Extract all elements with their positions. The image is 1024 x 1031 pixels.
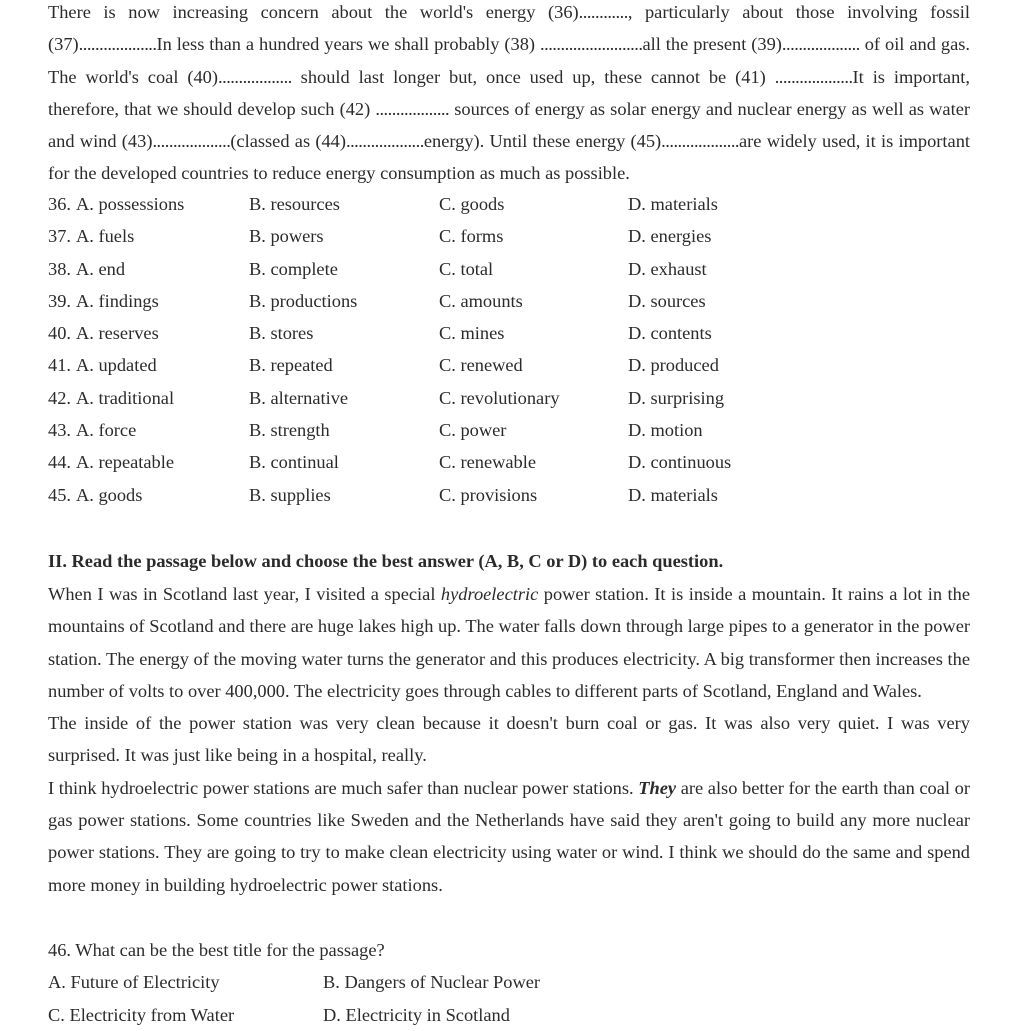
option-d: D. materials [628,484,718,505]
option-c: C. total [439,258,494,279]
option-a: A. fuels [76,226,135,247]
question-number: 43. [48,420,71,441]
question-number: 45. [48,484,71,505]
blank-40: .................. [218,66,292,87]
cloze-paragraph [48,0,970,190]
cloze-text: There is now increasing concern about the world's energy (36) [48,2,579,22]
option-b: B. repeated [249,355,333,376]
reading-paragraph-3 [48,772,970,901]
cloze-text: , particularly about those involving fossil (37) [48,2,970,55]
question-number: 38. [48,258,71,279]
reading-paragraph-1 [48,578,970,707]
option-c: C. goods [439,194,505,214]
option-a: A. updated [76,355,157,376]
blank-44: ................... [345,131,424,152]
option-c: C. provisions [439,484,538,505]
option-c: C. forms [439,226,504,247]
option-row [48,479,970,511]
question-number: 41. [48,355,71,376]
blank-39: ................... [781,34,860,55]
question-number: 40. [48,323,71,344]
reading-passage [48,578,970,901]
option-b: B. strength [249,420,330,441]
answer-options-table [48,188,970,511]
option-d: D. motion [628,420,703,441]
question-number: 44. [48,452,71,473]
option-c: C. renewed [439,355,523,376]
option-c: C. amounts [439,290,523,311]
option-d: D. materials [628,194,718,214]
option-row [48,317,970,349]
option-d: D. energies [628,226,712,247]
question-number: 36. [48,194,71,214]
option-a: A. findings [76,290,159,311]
option-row [48,253,970,285]
bold-italic-term: They [638,777,677,798]
option-d: D. contents [628,323,712,344]
cloze-text: all the present (39) [642,34,782,55]
answer-a: A. Future of Electricity [48,972,220,993]
paragraph-text: I think hydroelectric power stations are much safer than nuclear power stations. [48,777,639,798]
reading-paragraph-2: The inside of the power station was very clean because it doesn't burn coal or gas. It was also very quiet. I was very surprised. It was just like being in a hospital, really. [48,713,970,766]
cloze-text: energy). Until these energy (45) [423,131,662,152]
option-c: C. renewable [439,452,537,473]
option-row [48,285,970,317]
option-b: B. continual [249,452,339,473]
answer-d: D. Electricity in Scotland [323,1004,510,1025]
option-a: A. reserves [76,323,159,344]
cloze-passage [48,0,970,190]
paragraph-text: are also better for the earth than coal or gas power stations. Some countries like Sweden and the Netherlands have said they aren't going to build any more nuclear power stations. They are going to try to make clean electricity using water or wind. I think we should do the same and spend more money in building hydroelectric power stations. [48,777,970,895]
section-heading: II. Read the passage below and choose the best answer (A, B, C or D) to each question. [48,551,724,571]
answer-c: C. Electricity from Water [48,1004,235,1025]
paragraph-text: power station. It is inside a mountain. It rains a lot in the mountains of Scotland and there are huge lakes high up. The water falls down through large pipes to a generator in the power station. The energy of the moving water turns the generator and this produces electricity. A big transformer then increases the number of volts to over 400,000. The electricity goes through cables to different parts of Scotland, England and Wales. [48,584,970,701]
option-b: B. complete [249,258,338,279]
option-row [48,446,970,478]
question-number: 42. [48,387,71,408]
option-c: C. mines [439,323,505,344]
option-b: B. powers [249,226,324,247]
blank-36: ............ [578,2,628,22]
option-c: C. power [439,420,507,441]
cloze-text: should last longer but, once used up, these cannot be (41) [291,66,775,87]
blank-45: ................... [661,131,740,152]
blank-38: ......................... [540,34,643,55]
option-b: B. alternative [249,387,349,408]
option-row [48,188,970,220]
question-text: 46. What can be the best title for the passage? [48,940,385,960]
option-row [48,349,970,381]
blank-41: ................... [774,66,853,87]
answer-b: B. Dangers of Nuclear Power [323,972,541,993]
option-a: A. end [76,258,126,279]
question-number: 37. [48,226,71,247]
cloze-text: sources of energy as solar energy and nuclear energy as well as water and wind (43) [48,98,970,152]
option-a: A. goods [76,484,143,505]
blank-37: ................... [78,34,157,55]
cloze-text: In less than a hundred years we shall probably (38) [156,34,541,55]
option-d: D. continuous [628,452,732,473]
answer-row [48,999,970,1031]
option-row [48,414,970,446]
option-a: A. repeatable [76,452,175,473]
option-c: C. revolutionary [439,387,560,408]
italic-term: hydroelectric [440,584,539,604]
option-a: A. force [76,420,137,441]
cloze-text: of oil and gas. The world's coal (40) [48,34,970,87]
option-b: B. stores [249,323,314,344]
question-text-row [48,934,970,966]
question-46 [48,934,970,1031]
blank-42: .................. [375,98,450,119]
option-d: D. surprising [628,387,725,408]
option-b: B. productions [249,290,358,311]
paragraph-text: When I was in Scotland last year, I visited a special [48,584,441,604]
option-d: D. sources [628,290,706,311]
option-d: D. exhaust [628,258,707,279]
cloze-text: (classed as (44) [230,131,346,152]
option-b: B. supplies [249,484,331,505]
option-d: D. produced [628,355,719,376]
option-row [48,220,970,252]
blank-43: ................... [152,131,231,152]
question-number: 39. [48,290,71,311]
answer-row [48,966,970,998]
cloze-text: are widely used, it is important for the developed countries to reduce energy consumption as much as possible. [48,131,971,184]
option-b: B. resources [249,194,340,214]
option-a: A. traditional [76,387,175,408]
option-row [48,382,970,414]
cloze-text: It is important, therefore, that we should develop such (42) [48,66,970,119]
option-a: A. possessions [76,194,185,214]
